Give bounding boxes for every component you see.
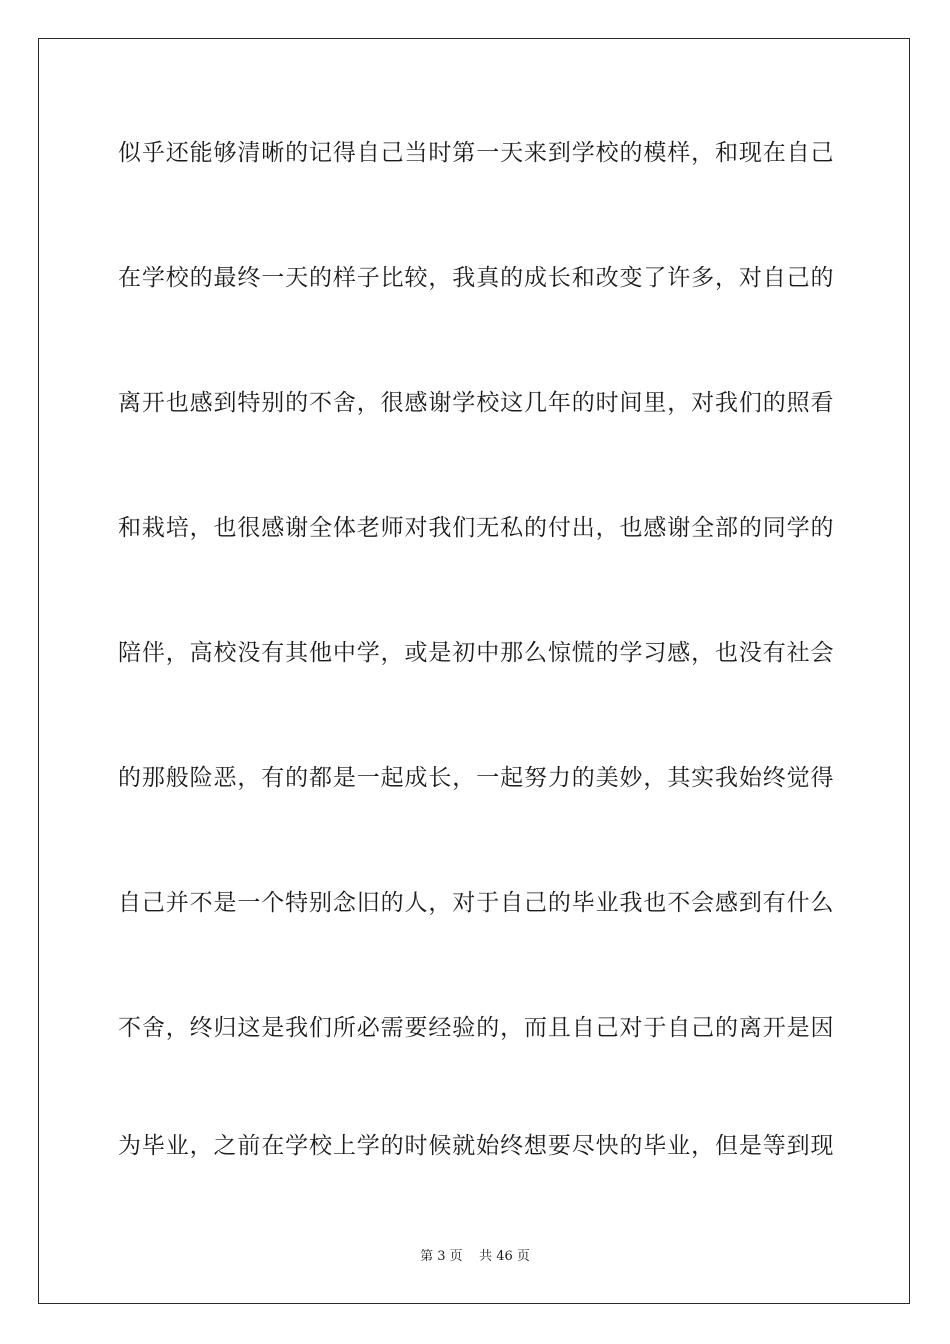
page-border — [38, 38, 910, 1304]
text-line: 离开也感到特别的不舍，很感谢学校这几年的时间里，对我们的照看 — [118, 390, 834, 416]
text-line: 陪伴，高校没有其他中学，或是初中那么惊慌的学习感，也没有社会 — [118, 640, 834, 666]
text-line: 的那般险恶，有的都是一起成长，一起努力的美妙，其实我始终觉得 — [118, 765, 834, 791]
text-line: 似乎还能够清晰的记得自己当时第一天来到学校的模样，和现在自己 — [118, 140, 834, 166]
text-line: 在学校的最终一天的样子比较，我真的成长和改变了许多，对自己的 — [118, 265, 834, 291]
text-line: 和栽培，也很感谢全体老师对我们无私的付出，也感谢全部的同学的 — [118, 515, 834, 541]
text-line: 不舍，终归这是我们所必需要经验的，而且自己对于自己的离开是因 — [118, 1015, 834, 1041]
page-number-footer: 第 3 页 共 46 页 — [420, 1249, 530, 1264]
text-line: 为毕业，之前在学校上学的时候就始终想要尽快的毕业，但是等到现 — [118, 1133, 834, 1159]
text-line: 自己并不是一个特别念旧的人，对于自己的毕业我也不会感到有什么 — [118, 890, 834, 916]
